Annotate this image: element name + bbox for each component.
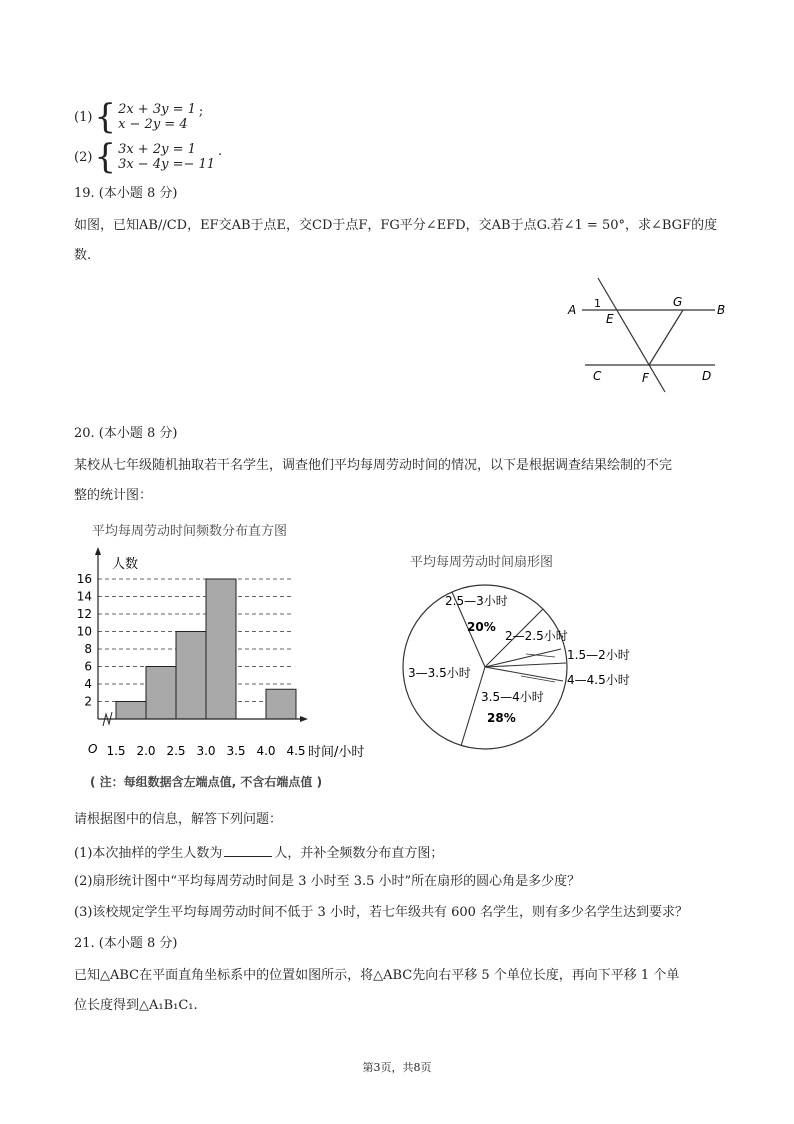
q21-header: 21. (本小题 8 分) [74,936,178,951]
histogram-bar [206,579,236,719]
pie-label: 2—2.5小时 [505,629,568,643]
y-axis-arrow [95,547,101,555]
y-tick-label: 2 [84,694,92,709]
histogram-bar [116,702,146,720]
y-tick-label: 12 [76,607,92,621]
histogram-bar [176,632,206,720]
histogram-origin-label: O [88,742,98,756]
pie-chart [395,545,655,755]
pie-label: 2.5—3小时 [445,594,508,608]
histogram-x-axis-label: 时间/小时 [308,745,365,760]
q20-sub2: (2)扇形统计图中“平均每周劳动时间是 3 小时至 3.5 小时”所在扇形的圆心角是多少度？ [74,874,581,889]
x-tick-label: 2.0 [136,744,156,758]
x-axis-arrow [300,716,308,722]
y-tick-label: 6 [84,659,92,674]
equation-system-2 [74,137,223,177]
pie-label: 3.5—4小时 [481,690,544,704]
y-tick-label: 14 [76,589,92,604]
q20-ask: 请根据图中的信息，解答下列问题： [74,812,283,827]
x-tick-label: 3.0 [196,744,216,758]
pie-label: 3—3.5小时 [408,666,471,680]
label-angle-1: 1 [594,297,601,310]
part-label: (1) [74,109,93,125]
histogram-y-axis-label: 人数 [112,557,139,572]
pie-label: 4—4.5小时 [567,673,630,687]
y-tick-label: 16 [76,572,92,586]
equation: 2x + 3y = 1 [118,102,196,117]
label-a: A [568,303,577,317]
pie-label: 1.5—2小时 [567,648,630,662]
q21-text-line1: 已知△ABC在平面直角坐标系中的位置如图所示，将△ABC先向右平移 5 个单位长度，再向下平移 1 个单 [74,968,680,983]
line-ef [598,278,665,392]
histogram-bar [146,667,176,720]
line-fg [649,310,683,365]
label-e: E [606,312,614,326]
pie-slice-border [485,667,563,681]
x-tick-label: 3.5 [226,744,246,758]
part-label: (2) [74,149,93,165]
punctuation: ; [198,104,204,119]
histogram-title: 平均每周劳动时间频数分布直方图 [92,524,288,539]
equation-system-1 [74,97,204,137]
y-tick-label: 10 [76,624,92,639]
y-tick-label: 4 [84,677,92,691]
x-tick-label: 1.5 [106,744,126,758]
pie-title: 平均每周劳动时间扇形图 [410,555,554,570]
q20-header: 20. (本小题 8 分) [74,426,178,441]
q20-sub1-text: (1)本次抽样的学生人数为 [74,846,223,861]
histogram-bar [266,689,296,719]
brace: { [94,137,117,177]
parallel-lines-figure [560,270,740,395]
x-tick-label: 4.0 [256,744,276,758]
brace: { [94,97,117,137]
q21-text-line2: 位长度得到△A₁B₁C₁. [74,998,198,1013]
histogram-chart [70,515,400,780]
q20-sub1-text: 人，并补全频数分布直方图； [274,846,444,861]
x-tick-label: 2.5 [166,744,186,758]
punctuation: . [218,144,223,159]
pie-percent: 28% [487,711,516,725]
q20-text-line1: 某校从七年级随机抽取若干名学生，调查他们平均每周劳动时间的情况，以下是根据调查结果绘制的不完 [74,458,673,473]
q19-header: 19. (本小题 8 分) [74,186,178,201]
page-footer: 第3页，共8页 [362,1061,432,1074]
equation: x − 2y = 4 [118,117,188,132]
q20-text-line2: 整的统计图： [74,488,153,503]
q19-text-line2: 数. [74,248,92,263]
label-g: G [673,295,683,309]
label-f: F [642,371,649,385]
x-tick-label: 4.5 [286,744,306,758]
label-c: C [593,369,602,383]
label-d: D [702,369,712,383]
pie-percent: 20% [467,620,496,634]
y-tick-label: 8 [84,642,92,656]
chart-note: ( 注：每组数据含左端点值, 不含右端点值 ) [90,775,323,789]
label-b: B [717,303,726,317]
q19-text-line1: 如图，已知AB//CD，EF交AB于点E，交CD于点F，FG平分∠EFD，交AB于点G.若∠1 = 50°，求∠BGF的度 [74,218,718,233]
equation: 3x − 4y =− 11 [118,157,216,172]
q20-sub1 [74,842,443,864]
q20-sub3: (3)该校规定学生平均每周劳动时间不低于 3 小时，若七年级共有 600 名学生，则有多少名学生达到要求？ [74,905,689,920]
equation: 3x + 2y = 1 [118,142,196,157]
axis-break-mark [103,712,112,726]
answer-blank [224,842,272,857]
